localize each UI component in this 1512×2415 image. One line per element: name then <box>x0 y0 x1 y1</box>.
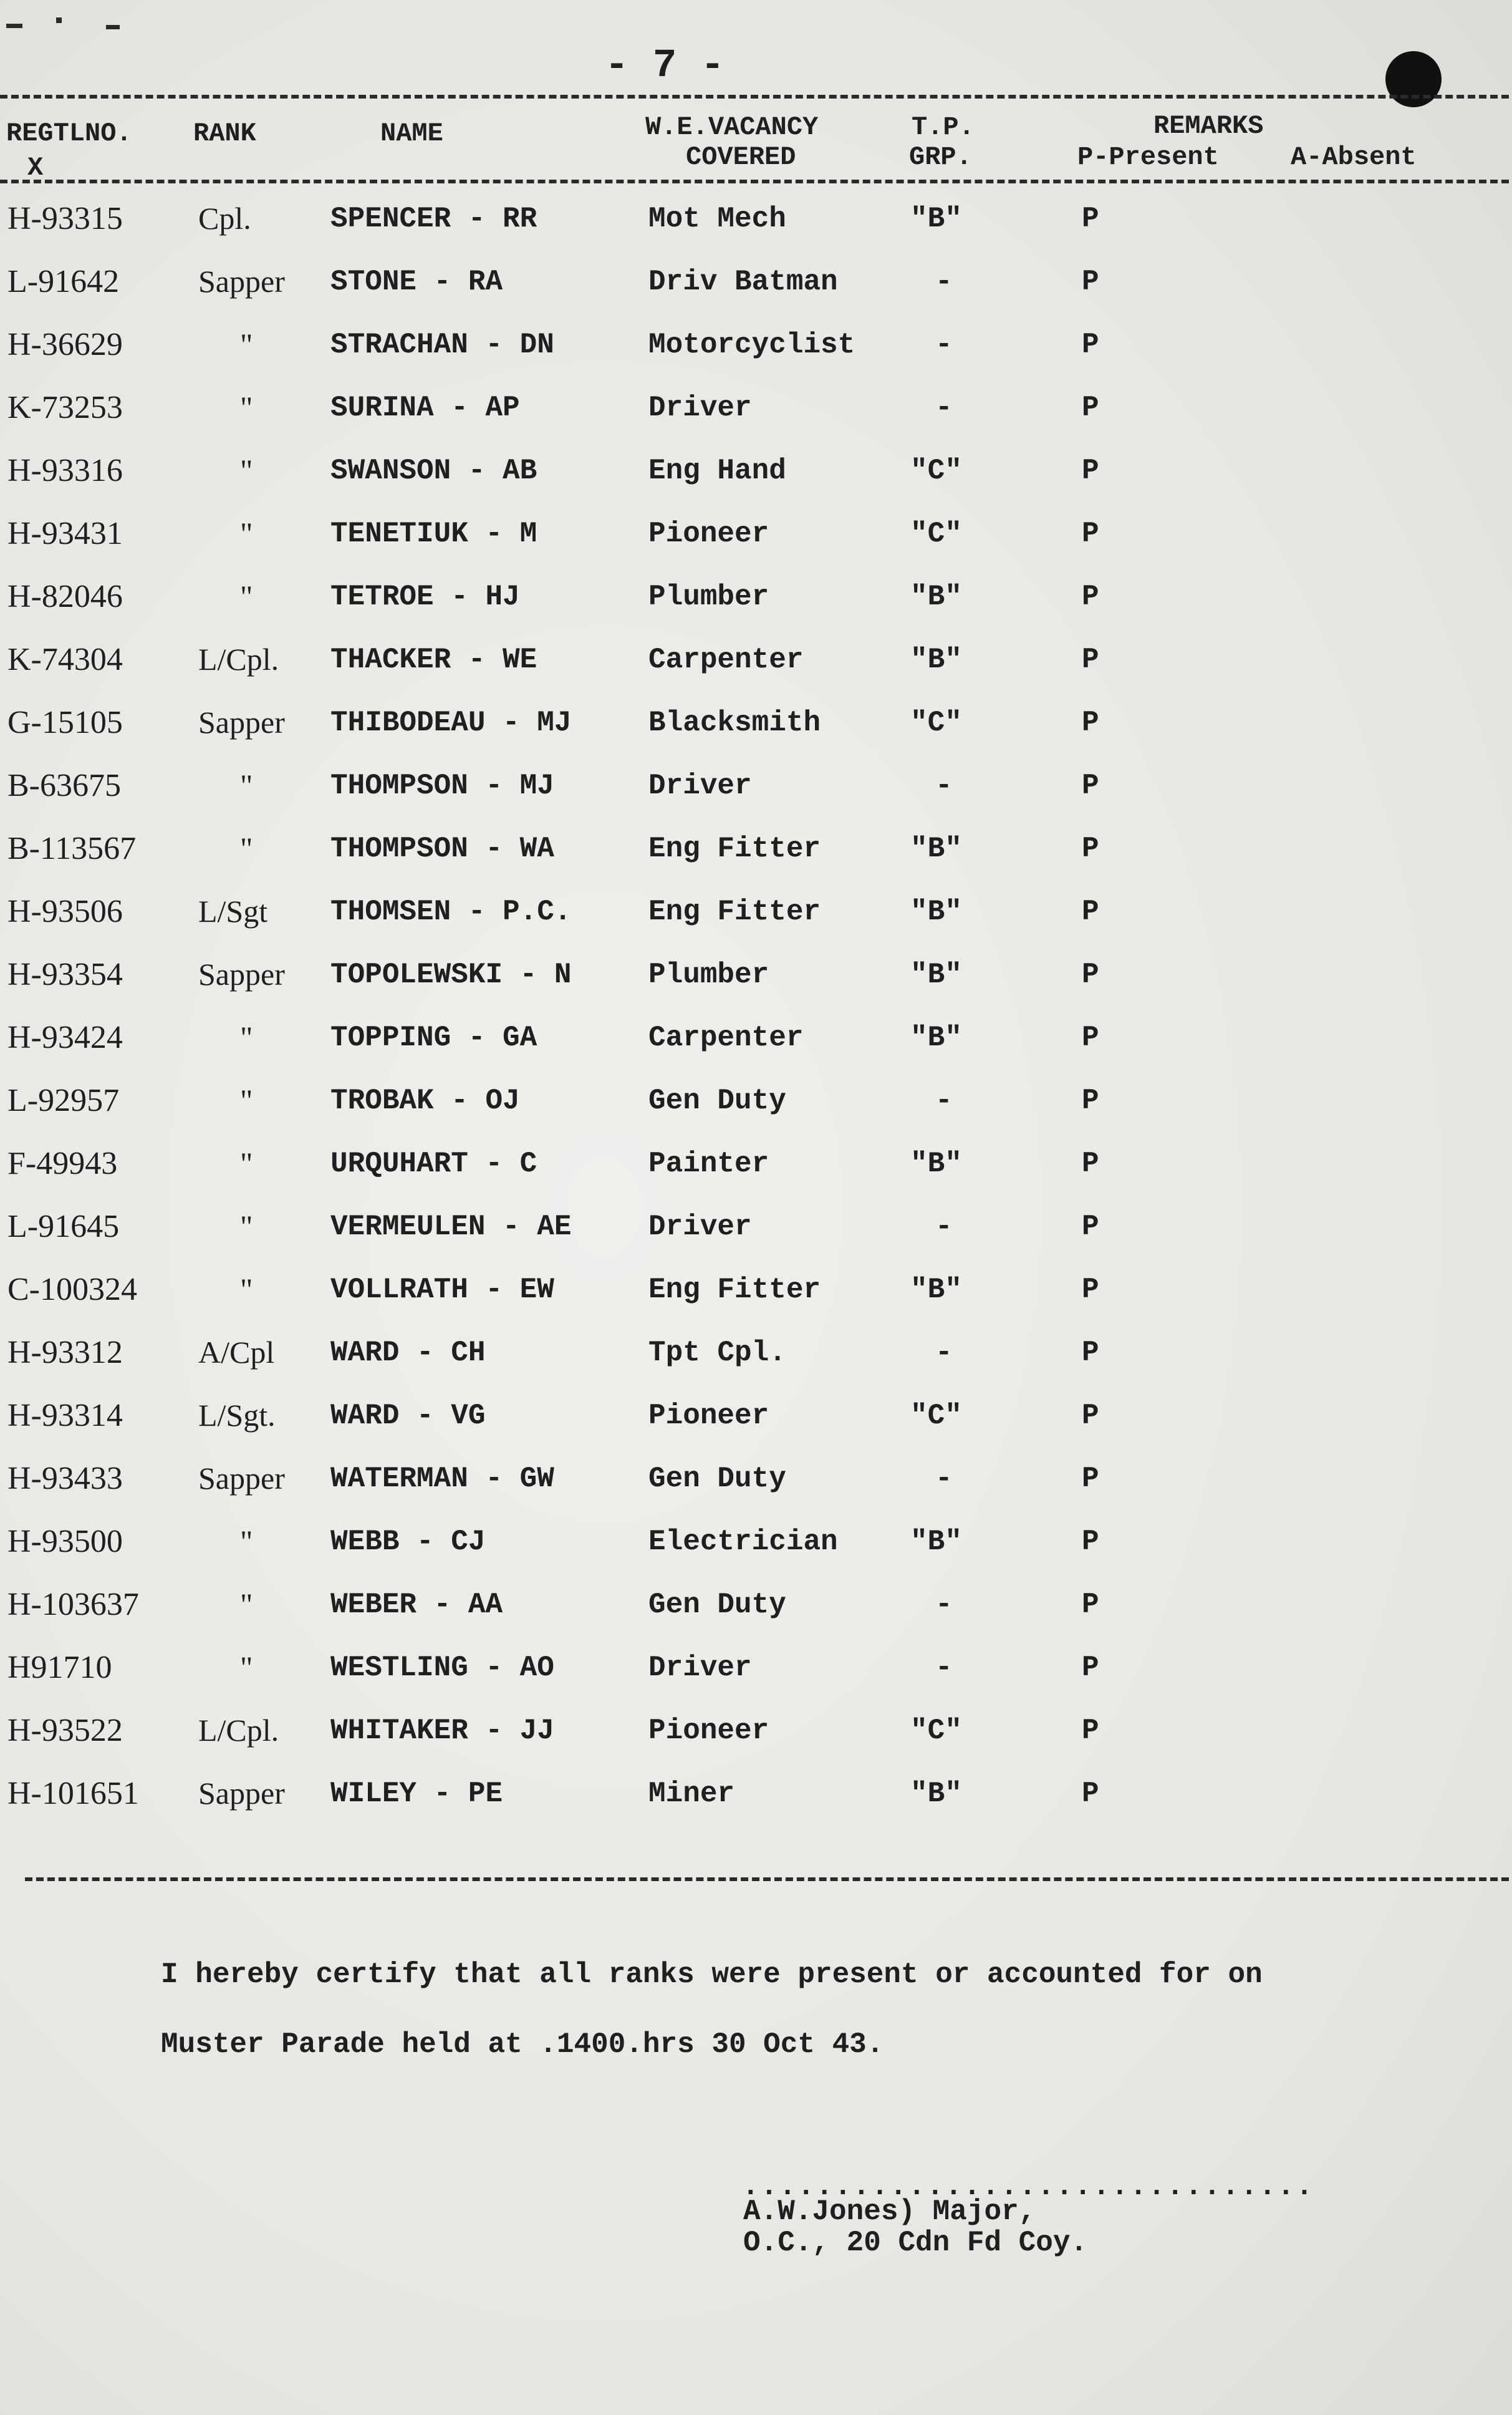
cell-remark: P <box>1082 1022 1099 1054</box>
table-row <box>0 379 1512 442</box>
page-number: - 7 - <box>605 44 725 89</box>
cell-regtl-no: G-15105 <box>7 705 123 740</box>
muster-table-body <box>0 190 1512 1828</box>
cell-tp-group: "C" <box>910 455 962 487</box>
cell-remark: P <box>1082 392 1099 424</box>
ink-blot <box>1385 51 1442 107</box>
cell-vacancy: Gen Duty <box>648 1589 786 1621</box>
cell-remark: P <box>1082 1148 1099 1180</box>
cell-regtl-no: H-103637 <box>7 1587 139 1622</box>
cell-vacancy: Tpt Cpl. <box>648 1337 786 1369</box>
table-row <box>0 1009 1512 1072</box>
header-name: NAME <box>380 119 443 148</box>
header-tp-line2: GRP. <box>909 142 972 172</box>
cell-rank: " <box>240 516 253 551</box>
cell-remark: P <box>1082 1715 1099 1747</box>
cell-regtl-no: C-100324 <box>7 1272 137 1307</box>
table-row <box>0 505 1512 568</box>
cell-vacancy: Carpenter <box>648 644 804 676</box>
cell-regtl-no: B-113567 <box>7 831 137 866</box>
table-row <box>0 1135 1512 1198</box>
table-row <box>0 1261 1512 1324</box>
signature-dotted-line: ............................... <box>742 2171 1314 2203</box>
cell-tp-group: - <box>935 1337 953 1369</box>
cell-regtl-no: H-93315 <box>7 201 123 236</box>
cell-remark: P <box>1082 455 1099 487</box>
cell-name: WEBER - AA <box>330 1589 503 1621</box>
cell-rank: Sapper <box>198 1461 285 1496</box>
cell-rank: L/Cpl. <box>198 1713 279 1748</box>
cell-tp-group: - <box>935 1652 953 1684</box>
cell-tp-group: "B" <box>910 959 962 991</box>
cell-tp-group: "B" <box>910 644 962 676</box>
cell-remark: P <box>1082 1589 1099 1621</box>
header-top-rule <box>0 95 1509 99</box>
cell-vacancy: Driver <box>648 770 752 802</box>
table-row <box>0 568 1512 631</box>
cell-tp-group: "B" <box>910 1778 962 1810</box>
cell-tp-group: - <box>935 1085 953 1117</box>
cell-rank: " <box>240 327 253 362</box>
table-bottom-rule <box>25 1877 1509 1881</box>
cell-name: TROBAK - OJ <box>330 1085 520 1117</box>
cell-vacancy: Eng Hand <box>648 455 786 487</box>
table-row <box>0 631 1512 694</box>
cell-remark: P <box>1082 1337 1099 1369</box>
cell-rank: " <box>240 1524 253 1559</box>
cell-name: SURINA - AP <box>330 392 520 424</box>
cell-tp-group: "B" <box>910 833 962 865</box>
cell-remark: P <box>1082 1463 1099 1495</box>
cell-tp-group: - <box>935 329 953 361</box>
cell-vacancy: Electrician <box>648 1526 838 1558</box>
cell-name: STONE - RA <box>330 266 503 298</box>
cell-vacancy: Painter <box>648 1148 769 1180</box>
cell-regtl-no: K-74304 <box>7 642 123 677</box>
cell-rank: " <box>240 453 253 488</box>
table-row <box>0 1765 1512 1828</box>
table-row <box>0 1639 1512 1702</box>
cell-vacancy: Gen Duty <box>648 1085 786 1117</box>
cell-name: THOMSEN - P.C. <box>330 896 572 928</box>
cell-regtl-no: H-93506 <box>7 894 123 929</box>
cell-remark: P <box>1082 833 1099 865</box>
table-row <box>0 820 1512 883</box>
cell-name: VERMEULEN - AE <box>330 1211 572 1243</box>
cell-name: VOLLRATH - EW <box>330 1274 554 1306</box>
table-row <box>0 316 1512 379</box>
cell-rank: " <box>240 390 253 425</box>
cell-rank: " <box>240 1146 253 1181</box>
cell-vacancy: Mot Mech <box>648 203 786 235</box>
cell-rank: " <box>240 1272 253 1307</box>
table-row <box>0 1324 1512 1387</box>
cell-regtl-no: H-101651 <box>7 1776 139 1811</box>
cell-remark: P <box>1082 770 1099 802</box>
table-row <box>0 1450 1512 1513</box>
cell-tp-group: "B" <box>910 203 962 235</box>
cell-vacancy: Pioneer <box>648 1715 769 1747</box>
cell-vacancy: Gen Duty <box>648 1463 786 1495</box>
cell-rank: " <box>240 1083 253 1118</box>
cell-remark: P <box>1082 896 1099 928</box>
corner-ink-mark <box>6 17 125 32</box>
header-bottom-rule <box>0 180 1509 183</box>
cell-remark: P <box>1082 1211 1099 1243</box>
certification-line-2: Muster Parade held at .1400.hrs 30 Oct 43. <box>161 2028 884 2061</box>
cell-name: WARD - CH <box>330 1337 486 1369</box>
cell-regtl-no: K-73253 <box>7 390 123 425</box>
cell-remark: P <box>1082 203 1099 235</box>
cell-remark: P <box>1082 1085 1099 1117</box>
cell-remark: P <box>1082 959 1099 991</box>
signature-name-rank: A.W.Jones) Major, <box>743 2195 1036 2228</box>
cell-remark: P <box>1082 1778 1099 1810</box>
cell-name: WEBB - CJ <box>330 1526 486 1558</box>
cell-rank: " <box>240 1587 253 1622</box>
cell-rank: " <box>240 1020 253 1055</box>
cell-name: TOPOLEWSKI - N <box>330 959 572 991</box>
cell-rank: A/Cpl <box>198 1335 275 1370</box>
cell-remark: P <box>1082 1652 1099 1684</box>
cell-vacancy: Carpenter <box>648 1022 804 1054</box>
cell-vacancy: Pioneer <box>648 518 769 550</box>
table-row <box>0 1576 1512 1639</box>
cell-vacancy: Motorcyclist <box>648 329 855 361</box>
cell-name: TOPPING - GA <box>330 1022 537 1054</box>
table-row <box>0 1198 1512 1261</box>
cell-vacancy: Plumber <box>648 581 769 613</box>
cell-tp-group: - <box>935 1211 953 1243</box>
cell-remark: P <box>1082 1274 1099 1306</box>
header-rank: RANK <box>193 119 256 148</box>
cell-regtl-no: H-36629 <box>7 327 123 362</box>
cell-name: URQUHART - C <box>330 1148 537 1180</box>
cell-rank: " <box>240 768 253 803</box>
cell-tp-group: "C" <box>910 707 962 739</box>
cell-vacancy: Driver <box>648 1211 752 1243</box>
cell-tp-group: - <box>935 392 953 424</box>
cell-rank: " <box>240 579 253 614</box>
cell-rank: L/Sgt. <box>198 1398 276 1433</box>
cell-name: STRACHAN - DN <box>330 329 554 361</box>
cell-vacancy: Eng Fitter <box>648 1274 821 1306</box>
table-row <box>0 946 1512 1009</box>
cell-rank: " <box>240 1650 253 1685</box>
cell-remark: P <box>1082 581 1099 613</box>
table-row <box>0 190 1512 253</box>
cell-tp-group: "C" <box>910 1715 962 1747</box>
table-row <box>0 883 1512 946</box>
cell-tp-group: - <box>935 266 953 298</box>
cell-regtl-no: H-93314 <box>7 1398 123 1433</box>
header-remarks: REMARKS <box>1153 111 1264 141</box>
cell-vacancy: Eng Fitter <box>648 896 821 928</box>
cell-vacancy: Eng Fitter <box>648 833 821 865</box>
header-tp-line1: T.P. <box>912 112 975 142</box>
cell-name: THACKER - WE <box>330 644 537 676</box>
cell-name: TENETIUK - M <box>330 518 537 550</box>
cell-name: THIBODEAU - MJ <box>330 707 572 739</box>
cell-tp-group: - <box>935 770 953 802</box>
header-regtl-x: X <box>27 153 44 183</box>
cell-rank: " <box>240 1209 253 1244</box>
cell-tp-group: "B" <box>910 896 962 928</box>
table-row <box>0 1513 1512 1576</box>
cell-vacancy: Blacksmith <box>648 707 821 739</box>
cell-regtl-no: H91710 <box>7 1650 112 1685</box>
cell-remark: P <box>1082 1400 1099 1432</box>
cell-regtl-no: L-91642 <box>7 264 120 299</box>
cell-tp-group: - <box>935 1589 953 1621</box>
cell-remark: P <box>1082 266 1099 298</box>
cell-regtl-no: H-93433 <box>7 1461 123 1496</box>
cell-remark: P <box>1082 1526 1099 1558</box>
cell-rank: Cpl. <box>198 201 251 236</box>
certification-line-1: I hereby certify that all ranks were present or accounted for on <box>161 1958 1263 1991</box>
signature-unit: O.C., 20 Cdn Fd Coy. <box>743 2227 1088 2259</box>
cell-regtl-no: H-82046 <box>7 579 123 614</box>
cell-rank: Sapper <box>198 1776 285 1811</box>
table-row <box>0 1702 1512 1765</box>
cell-name: THOMPSON - WA <box>330 833 554 865</box>
cell-regtl-no: H-93500 <box>7 1524 123 1559</box>
cell-remark: P <box>1082 329 1099 361</box>
cell-name: SPENCER - RR <box>330 203 537 235</box>
cell-rank: Sapper <box>198 957 285 992</box>
header-vacancy-line1: W.E.VACANCY <box>645 112 819 142</box>
cell-name: TETROE - HJ <box>330 581 520 613</box>
cell-remark: P <box>1082 644 1099 676</box>
cell-regtl-no: H-93312 <box>7 1335 123 1370</box>
header-present-key: P-Present <box>1077 142 1219 172</box>
cell-tp-group: - <box>935 1463 953 1495</box>
cell-regtl-no: H-93316 <box>7 453 123 488</box>
table-row <box>0 1387 1512 1450</box>
cell-name: WATERMAN - GW <box>330 1463 554 1495</box>
cell-regtl-no: L-91645 <box>7 1209 120 1244</box>
cell-vacancy: Driver <box>648 392 752 424</box>
cell-rank: Sapper <box>198 264 285 299</box>
header-vacancy-line2: COVERED <box>686 142 796 172</box>
cell-name: SWANSON - AB <box>330 455 537 487</box>
cell-regtl-no: H-93431 <box>7 516 123 551</box>
cell-vacancy: Plumber <box>648 959 769 991</box>
table-row <box>0 442 1512 505</box>
cell-tp-group: "B" <box>910 1148 962 1180</box>
cell-remark: P <box>1082 707 1099 739</box>
table-row <box>0 694 1512 757</box>
cell-tp-group: "B" <box>910 1274 962 1306</box>
cell-regtl-no: F-49943 <box>7 1146 118 1181</box>
table-row <box>0 757 1512 820</box>
cell-name: WARD - VG <box>330 1400 486 1432</box>
cell-rank: " <box>240 831 253 866</box>
cell-regtl-no: B-63675 <box>7 768 121 803</box>
cell-vacancy: Driv Batman <box>648 266 838 298</box>
cell-tp-group: "C" <box>910 518 962 550</box>
header-absent-key: A-Absent <box>1291 142 1417 172</box>
cell-vacancy: Driver <box>648 1652 752 1684</box>
cell-remark: P <box>1082 518 1099 550</box>
cell-regtl-no: H-93522 <box>7 1713 123 1748</box>
cell-tp-group: "B" <box>910 1022 962 1054</box>
cell-name: WILEY - PE <box>330 1778 503 1810</box>
cell-tp-group: "B" <box>910 1526 962 1558</box>
cell-vacancy: Pioneer <box>648 1400 769 1432</box>
cell-regtl-no: H-93354 <box>7 957 123 992</box>
cell-regtl-no: H-93424 <box>7 1020 123 1055</box>
cell-name: WHITAKER - JJ <box>330 1715 554 1747</box>
cell-name: THOMPSON - MJ <box>330 770 554 802</box>
cell-name: WESTLING - AO <box>330 1652 554 1684</box>
cell-regtl-no: L-92957 <box>7 1083 120 1118</box>
cell-rank: L/Cpl. <box>198 642 279 677</box>
cell-rank: Sapper <box>198 705 285 740</box>
table-row <box>0 1072 1512 1135</box>
cell-tp-group: "C" <box>910 1400 962 1432</box>
table-row <box>0 253 1512 316</box>
cell-rank: L/Sgt <box>198 894 268 929</box>
cell-vacancy: Miner <box>648 1778 735 1810</box>
cell-tp-group: "B" <box>910 581 962 613</box>
header-regtl-no: REGTLNO. <box>6 119 132 148</box>
